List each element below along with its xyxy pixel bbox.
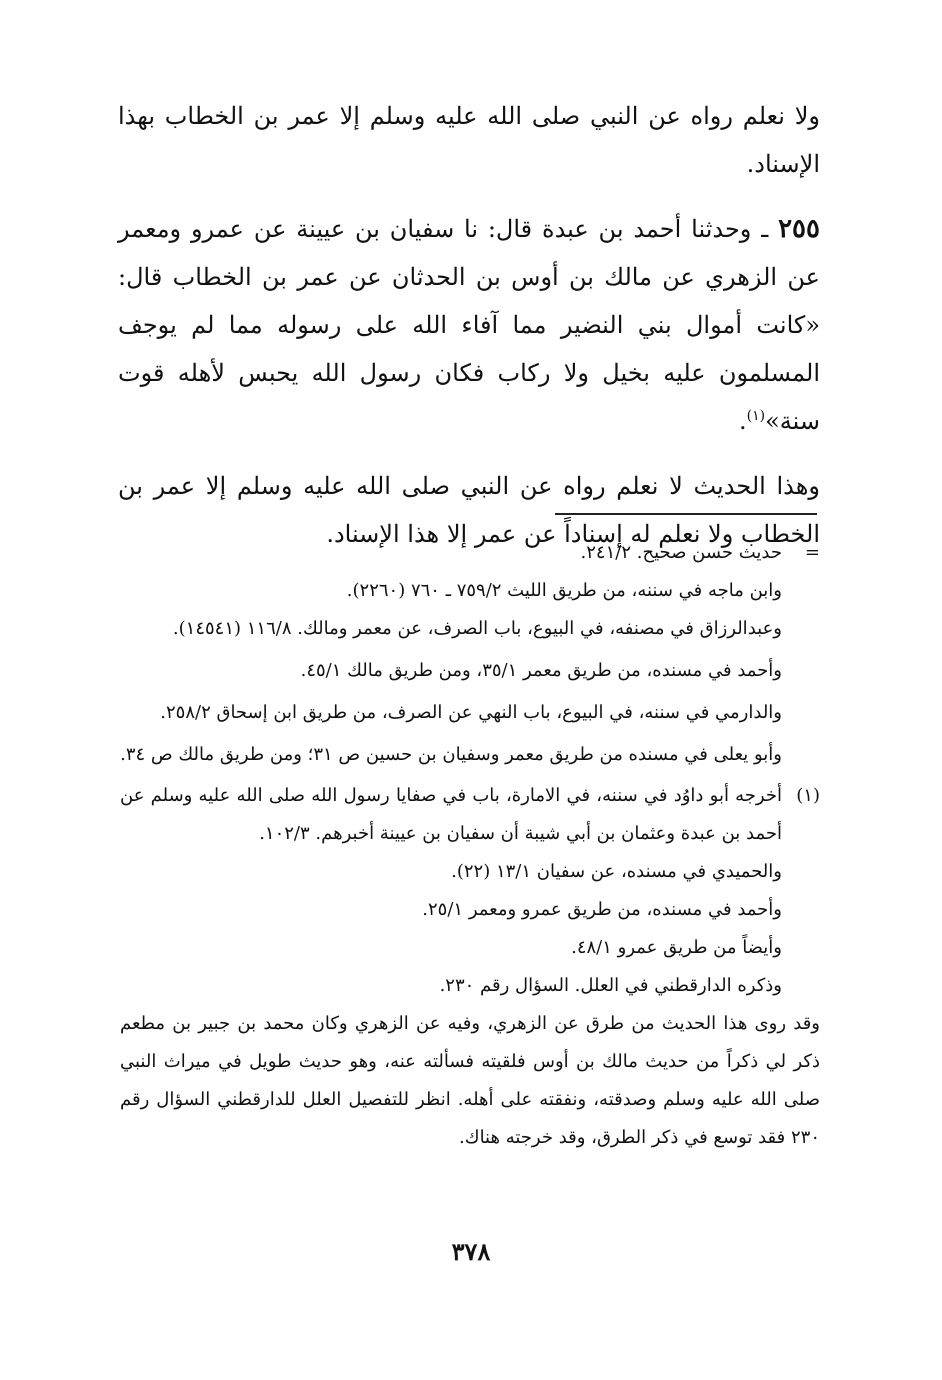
footnote-line: وقد روى هذا الحديث من طرق عن الزهري، وفيه عن الزهري وكان محمد بن جبير بن مطعم ذكر لي ذكراً من حديث مالك بن أوس فلقيته فسألته عنه، وهو حديث طويل في ميراث النبي صلى الله عليه وسلم وصدقته، ونفقته على أهله. انظر للتفصيل العلل للدارقطني السؤال رقم ٢٣٠ فقد توسع في ذكر الطرق، وقد خرجته هناك. <box>120 1013 820 1148</box>
footnote-line: أخرجه أبو داوُد في سننه، في الامارة، باب في صفايا رسول الله صلى الله عليه وسلم عن أحمد بن عبدة وعثمان بن أبي شيبة أن سفيان بن عيينة أخبرهم. ١٠٢/٣. <box>120 785 782 844</box>
footnote-line: وعبدالرزاق في مصنفه، في البيوع، باب الصرف، عن معمر ومالك. ١١٦/٨ (١٤٥٤١). <box>172 618 782 639</box>
footnote-1 <box>120 777 820 1157</box>
footnote-line: وابن ماجه في سننه، من طريق الليث ٧٥٩/٢ ـ ٧٦٠ (٢٢٦٠). <box>346 580 782 601</box>
footnote-line: وأحمد في مسنده، من طريق عمرو ومعمر ٢٥/١. <box>422 899 782 920</box>
footnote-line: وذكره الدارقطني في العلل. السؤال رقم ٢٣٠. <box>439 975 782 996</box>
main-text <box>118 92 820 575</box>
footnote-line: حديث حسن صحيح. ٢٤١/٢. <box>580 542 782 563</box>
footnote-line: وأحمد في مسنده، من طريق معمر ٣٥/١، ومن طريق مالك ٤٥/١. <box>300 660 782 681</box>
hadith-end: . <box>738 407 747 435</box>
hadith-text: ـ وحدثنا أحمد بن عبدة قال: نا سفيان بن عيينة عن عمرو ومعمر عن الزهري عن مالك بن أوس بن الحدثان عن عمر بن الخطاب قال: «كانت أموال بني النضير مما آفاء الله على رسوله مما لم يوجف المسلمون عليه بخيل ولا ركاب فكان رسول الله يحبس لأهله قوت سنة» <box>118 215 820 435</box>
footnote-divider <box>555 513 817 515</box>
paragraph-hadith-255 <box>118 205 820 445</box>
footnote-line: والدارمي في سننه، في البيوع، باب النهي عن الصرف، من طريق ابن إسحاق ٢٥٨/٢. <box>160 702 782 723</box>
hadith-number: ٢٥٥ <box>778 214 820 244</box>
footnote-line: وأبو يعلى في مسنده من طريق معمر وسفيان بن حسين ص ٣١؛ ومن طريق مالك ص ٣٤. <box>120 744 782 765</box>
continuation-mark: = <box>804 542 820 563</box>
paragraph-3: وهذا الحديث لا نعلم رواه عن النبي صلى الله عليه وسلم إلا عمر بن الخطاب ولا نعلم له إسناداً عن عمر إلا هذا الإسناد. <box>118 472 820 548</box>
paragraph-1: ولا نعلم رواه عن النبي صلى الله عليه وسلم إلا عمر بن الخطاب بهذا الإسناد. <box>118 102 820 178</box>
footnotes <box>120 534 820 1160</box>
footnote-line: والحميدي في مسنده، عن سفيان ١٣/١ (٢٢). <box>451 861 782 882</box>
footnote-number: (١) <box>796 785 820 806</box>
page-number: ٣٧٨ <box>451 1237 491 1266</box>
footnote-ref: (١) <box>746 408 766 424</box>
footnote-continued <box>120 534 820 774</box>
footnote-line: وأيضاً من طريق عمرو ٤٨/١. <box>571 937 782 958</box>
